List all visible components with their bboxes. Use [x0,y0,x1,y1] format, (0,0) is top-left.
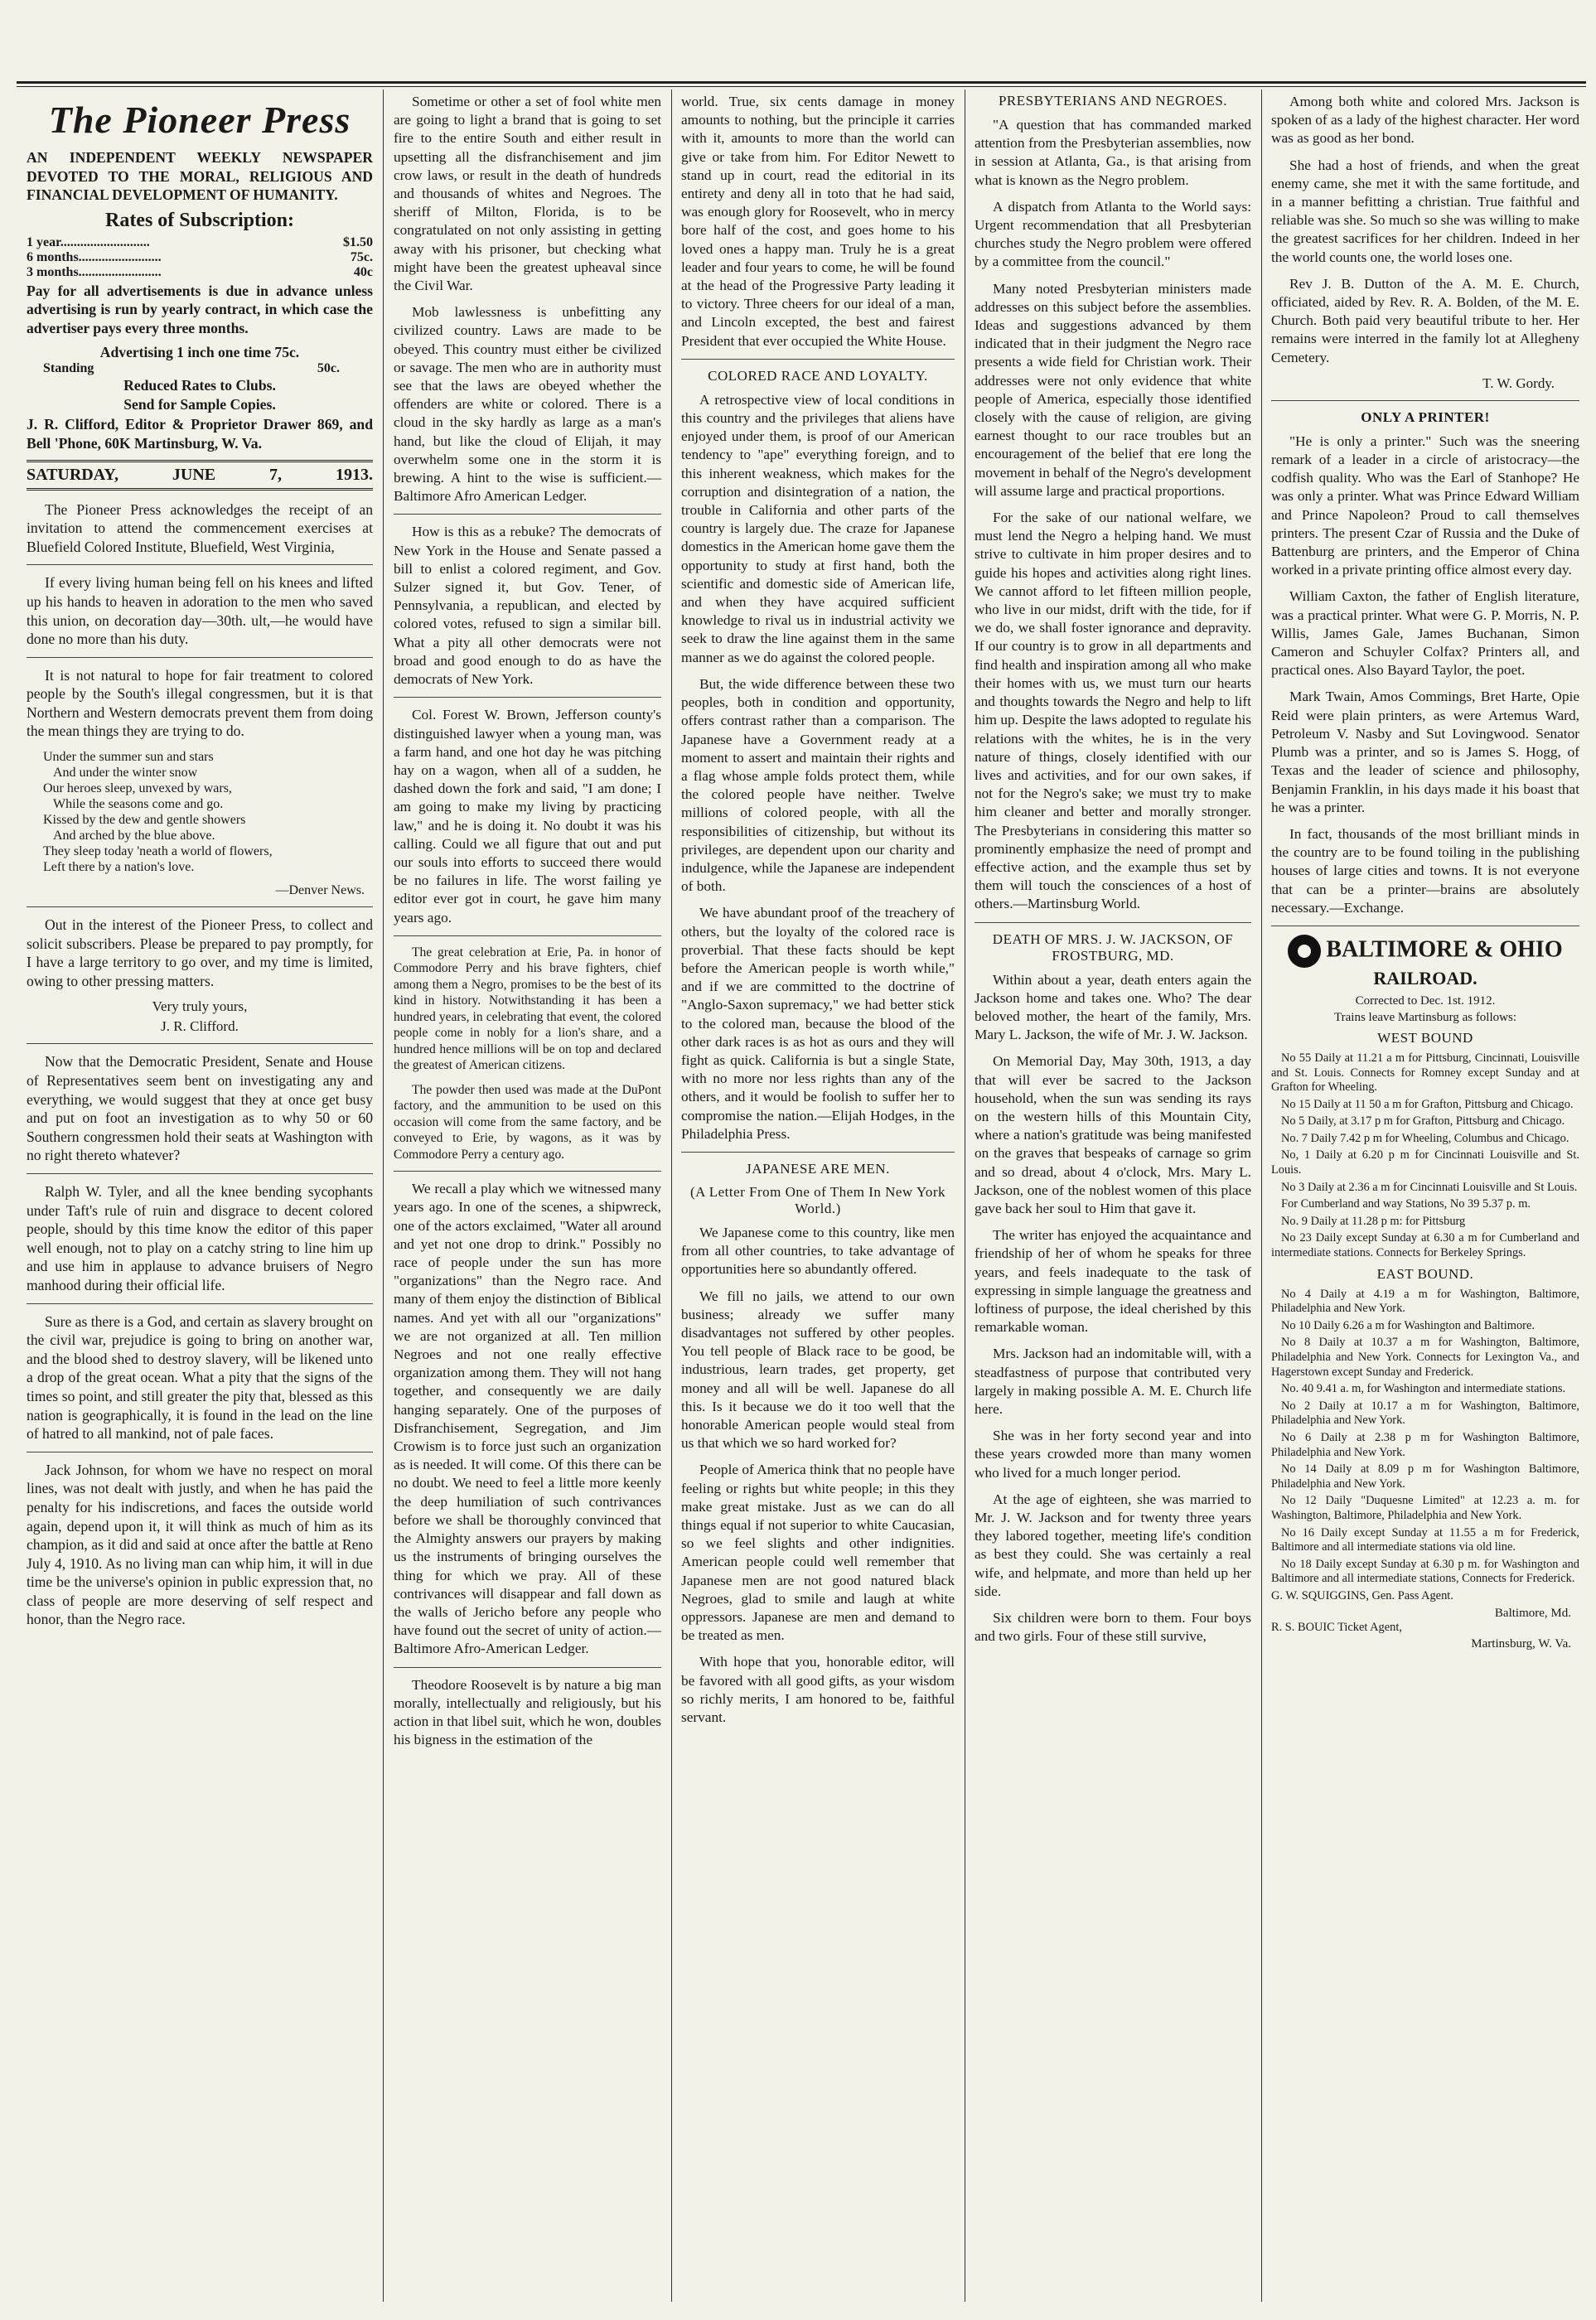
rate-row: 1 year........................... $1.50 [27,234,373,249]
schedule-intro: Trains leave Martinsburg as follows: [1334,1010,1516,1024]
article-paragraph: Mob lawlessness is unbefitting any civilized country. Laws are made to be obeyed. This country must either be civilized or savage. The men who are in authority must see that the laws are obeyed whether the offenders are white or colored. There is a cloud in the sky hardly as large as a man's hand, but like the cloud of Elijah, it may overwhelm some one in the storm it is brewing. A hint to the wise is sufficient.—Baltimore Afro American Ledger. [394,304,661,505]
train-entry: No 15 Daily at 11 50 a m for Grafton, Pittsburg and Chicago. [1281,1097,1574,1111]
train-entry: No 14 Daily at 8.09 p m for Washington Baltimore, Philadelphia and New York. [1271,1462,1579,1491]
article-paragraph: Col. Forest W. Brown, Jefferson county's distinguished lawyer when a young man, was a farm hand, and one hot day he was pitching hay on a wagon, when all of a sudden, he dashed down the fork and said, "I am done; I am going to make my living by practicing law," and he is doing it. No doubt it was his calling. Could we all figure that out and put our souls into efforts to succeed there would be no failures in life. The worst failing ye editor ever got in court, he gave him many years ago. [394,707,661,926]
article-paragraph: With hope that you, honorable editor, will be favored with all good gifts, as your wisdom so richly merits, I am honored to be, faithful servant. [681,1654,955,1726]
divider [27,1303,373,1304]
train-entry: No 23 Daily except Sunday at 6.30 a m for Cumberland and intermediate stations. Connects for Berkeley Springs. [1271,1231,1579,1260]
railroad-logo: BALTIMORE & OHIO [1271,935,1579,968]
poem: Under the summer sun and stars And under the winter snow Our heroes sleep, unvexed by wars, While the seasons come and go. Kissed by the dew and gentle showers And arched by the blue above. They sleep today 'neath a world of flowers, Left there by a nation's love. [43,750,273,875]
divider [394,1171,661,1172]
article-paragraph: Sometime or other a set of fool white men are going to light a brand that is going to set fire to the entire South and either result in upsetting all the disfranchisement and jim crow laws, or result in the death of hundreds and thousands of whites and Negroes. The sheriff of Milton, Florida, is to be congratulated on not only assisting in getting away with his prisoner, but checking what might have been the greatest upheaval since the Civil War. [394,94,661,294]
column-5 [1263,93,1588,2297]
rate-row: 6 months......................... 75c. [27,249,373,264]
divider [27,906,373,907]
train-entry: No. 9 Daily at 11.28 p m: for Pittsburg [1281,1214,1466,1228]
headline: ONLY A PRINTER! [1361,408,1490,425]
column-divider [671,89,672,2302]
subheadline: (A Letter From One of Them In New York World.) [689,1183,946,1216]
advertising-rate: Advertising 1 inch one time 75c. [99,343,300,360]
train-entry: No, 1 Daily at 6.20 p m for Cincinnati Louisville and St. Louis. [1271,1148,1579,1177]
article-paragraph: She was in her forty second year and into these years crowded more than many women who lived for a much longer period. [975,1428,1251,1481]
train-entry: No. 40 9.41 a. m, for Washington and intermediate stations. [1281,1382,1566,1396]
article-paragraph: The great celebration at Erie, Pa. in honor of Commodore Perry and his brave fighters, chief among them a Negro, promises to be the best of its kind in history. Notwithstanding it has been a hundred years, in celebrating that event, the colored people come in nobly for a lion's share, and a hundred hence millions will be on top and declared the greatest of American citizens. [394,945,661,1073]
headline: PRESBYTERIANS AND NEGROES. [998,93,1228,109]
article-paragraph: Among both white and colored Mrs. Jackson is spoken of as a lady of the highest character. Her word was as good as her bond. [1271,94,1579,147]
train-entry: No 3 Daily at 2.36 a m for Cincinnati Louisville and St Louis. [1281,1180,1578,1194]
masthead-subtitle: AN INDEPENDENT WEEKLY NEWSPAPER DEVOTED TO THE MORAL, RELIGIOUS AND FINANCIAL DEVELOPMENT OF HUMANITY. [27,149,373,204]
article-paragraph: Mrs. Jackson had an indomitable will, with a steadfastness of purpose that contributed very largely in making possible A. M. E. Church life here. [975,1346,1251,1417]
railroad-emblem-icon [1288,935,1321,968]
agent-name: G. W. SQUIGGINS, Gen. Pass Agent. [1271,1588,1453,1602]
column-2 [385,93,670,2297]
dateline: SATURDAY, JUNE 7, 1913. [27,460,373,491]
club-rates: Reduced Rates to Clubs. [123,377,276,394]
editor-info: J. R. Clifford, Editor & Proprietor Drawer 869, and Bell 'Phone, 60K Martinsburg, W. Va. [27,416,373,452]
divider [1271,400,1579,401]
sample-copies: Send for Sample Copies. [123,395,276,413]
article-paragraph: Sure as there is a God, and certain as slavery brought on the civil war, prejudice is going to bring on another war, and the blood shed to destroy slavery, will be likened unto a drop of the great ocean. What a pity that the signs of the times so point, and still greater the pity that, blessed as this nation is geographically, it is found in the lead on the line of hatred to all mankind, not of pale faces. [27,1312,373,1443]
article-paragraph: Rev J. B. Dutton of the A. M. E. Church, officiated, aided by Rev. R. A. Bolden, of the M. E. Church. Both paid very beautiful tribute to her. Her remains were interred in the family lot at Allegheny Cemetery. [1271,275,1579,365]
train-entry: No 55 Daily at 11.21 a m for Pittsburg, Cincinnati, Louisville and St. Louis. Connects for Romney except Sunday and at Grafton for Wheeling. [1271,1051,1579,1095]
divider [394,697,661,698]
standing-rate: Standing 50c. [43,361,340,376]
column-3 [673,93,963,2297]
article-paragraph: A retrospective view of local conditions in this country and the privileges that aliens have enjoyed under them, is proof of our American tendency to "ape" everything foreign, and to this inherent weakness, which makes for the corruption and disintegration of a nation, the trouble in California and other parts of the country is largely due. The craze for Japanese domestics in the American home gave them the opportunity to study at first hand, both the scientific and domestic side of American life, and when they have acquired sufficient knowledge to rival us in industrial activity we seek to draw the line against them in the same manner as we do against the colored people. [681,391,955,665]
article-paragraph: On Memorial Day, May 30th, 1913, a day that will ever be sacred to the Jackson household, when the sun was sending its rays on the western hills of this Mountain City, where a nation's gratitude was being manifested on the graves that bespeaks of carnage so grim and so dread, about 4 o'clock, Mrs. Mary L. Jackson, one of the noblest women of this place gave back her soul to Him that gave it. [975,1053,1251,1216]
train-entry: No 5 Daily, at 3.17 p m for Grafton, Pittsburg and Chicago. [1281,1114,1565,1129]
article-paragraph: Within about a year, death enters again the Jackson home and takes one. Who? The dear beloved mother, the heart of the family, Mrs. Mary L. Jackson, the wife of Mr. J. W. Jackson. [975,971,1251,1043]
article-paragraph: A dispatch from Atlanta to the World says: Urgent recommendation that all Presbyterian churches study the Negro problem were offered by a committee from the council." [975,198,1251,270]
agent-name: R. S. BOUIC Ticket Agent, [1271,1620,1402,1634]
article-paragraph: Out in the interest of the Pioneer Press, to collect and solicit subscribers. Please be prepared to pay promptly, for I have a large territory to go over, and my time is limited, owing to other pressing matters. [27,916,373,989]
article-paragraph: At the age of eighteen, she was married to Mr. J. W. Jackson and for twenty three years they labored together, meeting life's condition as best they could. She was certainly a real wife, and helpmate, and more than held up her side. [975,1491,1251,1599]
train-entry: No 18 Daily except Sunday at 6.30 p m. for Washington and Baltimore and all intermediate stations, Connects for Frederick. [1271,1557,1579,1586]
article-paragraph: How is this as a rebuke? The democrats of New York in the House and Senate passed a bill to enlist a colored regiment, and Gov. Sulzer signed it, but Gov. Tener, of Pennsylvania, a republican, and elected by colored votes, refused to sign a similar bill. What a pity all other democrats were not broad and good enough to do as have the democrats of New York. [394,524,661,688]
train-entry: No 8 Daily at 10.37 a m for Washington, Baltimore, Philadelphia and New York. Connects for Lexington Va., and Hagerstown except Sunday and Frederick. [1271,1336,1579,1379]
column-4 [966,93,1260,2297]
column-divider [1261,89,1262,2302]
divider [394,1667,661,1668]
rate-row: 3 months......................... 40c [27,264,373,279]
article-paragraph: We recall a play which we witnessed many years ago. In one of the scenes, a shipwreck, one of the actors exclaimed, "Water all around and yet not one drop to drink." Possibly no race of people under the sun has more "organizations" than the Negro race. And many of them enjoy the distinction of Biblical names. And yet with all our "organizations" we are not organized at all. Ten million Negroes and not one really effective organization among them. They will not hang together, and consequently we are daily hanging separately. One of the purposes of Disfranchisement, Segregation, and Jim Crowism is to force just such an organization as is needed. It will come. Of this there can be no doubt. We need to feel a little more keenly the deep humiliation of such contrivances before we shall be thoroughly convinced that the Almighty answers our prayers by making us the instruments of bringing ourselves the thing for which we pray. All of these contrivances will disappear and fall down as the walls of Jericho before any people who have found out the secret of unity of action.—Baltimore Afro-American Ledger. [394,1181,661,1657]
divider [975,922,1251,923]
divider [27,564,373,565]
train-entry: No 6 Daily at 2.38 p m for Washington Baltimore, Philadelphia and New York. [1271,1430,1579,1459]
article-paragraph: world. True, six cents damage in money amounts to nothing, but the principle it carries with it, amounts to more than the world can give or take from him. For Editor Newett to stand up in court, read the editorial in its entirety and deny all in toto that he had said, was enough glory for Roosevelt, who in mercy bore half of the cost, and goes home to his loved ones a happy man. Truly he is a great leader and four years to come, he will be found at the head of the Progressive Party leading it to victory. Three cheers for our ideal of a man, and Lincoln excepted, the best and fairest President that ever occupied the White House. [681,94,955,349]
article-paragraph: Mark Twain, Amos Commings, Bret Harte, Opie Reid were plain printers, as were Artemus Ward, Petroleum V. Nasby and Sut Lovingwood. Senator Plumb was a printer, and so is James S. Hogg, of Texas and the leader of science and philosophy, Benjamin Franklin, in his days made it his boast that he was a printer. [1271,689,1579,815]
article-paragraph: William Caxton, the father of English literature, was a practical printer. What were G. P. Morris, N. P. Willis, James Gale, James Buchanan, Simon Cameron and Schuyler Colfax? Printers all, and practical ones. Also Bayard Taylor, the poet. [1271,588,1579,679]
train-entry: For Cumberland and way Stations, No 39 5.37 p. m. [1281,1197,1531,1211]
signature: T. W. Gordy. [1482,375,1555,391]
closing: Very truly yours, [152,998,248,1015]
signature: J. R. Clifford. [161,1018,239,1035]
divider [681,1152,955,1153]
article-paragraph: "He is only a printer." Such was the sneering remark of a leader in a circle of aristocracy—the codfish quality. Who was the Earl of Stanhope? He was only a printer. What was Prince Edward William and Prince Napoleon? Proud to call themselves printers. The present Czar of Russia and the Duke of Battenburg are printers, and the Emperor of China worked in a private printing office almost every day. [1271,433,1579,578]
article-paragraph: Jack Johnson, for whom we have no respect on moral lines, was not dealt with justly, and when he has paid the penalty for his indiscretions, and faces the outside world again, depend upon it, it will think as much of him as its champion, as it did and said at once after the battle at Reno July 4, 1910. As no living man can whip him, it will in due time be the universe's opinion in public expression that, no class of people are more deserving of self respect and honor, than the Negro race. [27,1461,373,1628]
divider [394,514,661,515]
article-paragraph: The writer has enjoyed the acquaintance and friendship of her of whom he speaks for three years, and feels inadequate to the task of expressing in simple language the greatness and loftiness of purpose, the ideal cherished by this remarkable woman. [975,1227,1251,1336]
divider [681,359,955,360]
divider [27,657,373,658]
article-paragraph: We have abundant proof of the treachery of others, but the loyalty of the colored race is proverbial. That these facts should be kept before the American people is worth while," and if we are committed to the doctrine of "Anglo-Saxon supremacy," we had better stick to the colored man, because the blood of the other dark races is as hot as ours and they will fight as quick. California is but a single State, with no more nor less rights than any of the others, and it would be foolish to suffer her to compromise the nation.—Elijah Hodges, in the Philadelphia Press. [681,905,955,1142]
agent-city: Martinsburg, W. Va. [1471,1637,1571,1651]
divider [394,935,661,936]
agent-city: Baltimore, Md. [1494,1606,1571,1620]
article-paragraph: The Pioneer Press acknowledges the receipt of an invitation to attend the commencement exercises at Bluefield Colored Institute, Bluefield, West Virginia, [27,500,373,555]
train-entry: No 12 Daily "Duquesne Limited" at 12.23 a. m. for Washington, Baltimore, Philadelphia and New York. [1271,1494,1579,1522]
divider [27,1043,373,1044]
headline: DEATH OF MRS. J. W. JACKSON, OF FROSTBURG, MD. [992,930,1234,964]
train-entry: No 2 Daily at 10.17 a m for Washington, Baltimore, Philadelphia and New York. [1271,1399,1579,1428]
rates-title: Rates of Subscription: [104,209,294,231]
article-paragraph: The powder then used was made at the DuPont factory, and the ammunition to be used on this occasion will come from the same factory, and be conveyed to Erie, by wagons, as it was by Commodore Perry a century ago. [394,1082,661,1162]
top-rule [17,81,1586,84]
eastbound-heading: EAST BOUND. [1376,1265,1474,1282]
article-paragraph: Six children were born to them. Four boys and two girls. Four of these still survive, [975,1610,1251,1645]
schedule-date: Corrected to Dec. 1st. 1912. [1355,993,1496,1008]
poem-credit: —Denver News. [275,883,365,898]
article-paragraph: It is not natural to hope for fair treatment to colored people by the South's illegal congressmen, but it is that Northern and Western democrats prevent them from doing the mean things they are trying to do. [27,666,373,740]
column-1 [18,93,381,2297]
article-paragraph: Theodore Roosevelt is by nature a big man morally, intellectually and religiously, but his action in that libel suit, which he won, doubles his bigness in the estimation of the [394,1676,661,1748]
article-paragraph: If every living human being fell on his knees and lifted up his hands to heaven in adoration to the men who saved this union, on decoration day—30th. ult,—he would have done no more than his duty. [27,574,373,648]
article-paragraph: We fill no jails, we attend to our own business; already we suffer many disadvantages not suffered by other peoples. You tell people of Black race to be good, be industrious, learn trades, get property, get money and all will be well. Japanese do all this. Is it because we do it too well that the honorable American people would steal from us that which we so hard worked for? [681,1288,955,1452]
article-paragraph: Many noted Presbyterian ministers made addresses on this subject before the assemblies. Ideas and suggestions advanced by them indicated that in their judgment the Negro race presents a wide field for Christian work. Their addresses were not only evidence that white people of America, especially those identified closely with the cause of religion, are giving earnest thought to our race troubles but an encouragement of the belief that ere long the movement in behalf of the Negro's development will assume large and practical proportions. [975,280,1251,499]
train-entry: No 4 Daily at 4.19 a m for Washington, Baltimore, Philadelphia and New York. [1271,1287,1579,1316]
article-paragraph: For the sake of our national welfare, we must lend the Negro a helping hand. We must strive to cultivate in him proper desires and to guide his hopes and activities along right lines. We cannot afford to let fifteen million people, who live in our midst, drift with the tide, for if we do, we shall foster ignorance and depravity. If our country is to grow in all departments and find health and inspiration among all who make their homes with us, we must turn our hearts and thoughts towards the Negro and help to lift him up. Despite the laws adopted to regulate his relations with the whites, he is in the very nature of things, closely identified with our lives and activities, and for our own sakes, if not for the Negro's sake; we must try to make him cleaner and better and morally stronger. The Presbyterians in considering this matter so prominently emphasize the need of prompt and effective action, and the example thus set by them will touch the consciences of a host of others.—Martinsburg World. [975,510,1251,912]
top-rule-thin [17,86,1586,87]
headline: JAPANESE ARE MEN. [746,1160,890,1177]
advertising-terms: Pay for all advertisements is due in advance unless advertising is run by yearly contract, in which case the advertiser pays every three months. [27,282,373,336]
railroad-subtitle: RAILROAD. [1373,967,1478,988]
article-paragraph: Ralph W. Tyler, and all the knee bending sycophants under Taft's rule of ruin and disgrace to decent colored people, should by this time know the editor of this paper well enough, not to play on a catchy string to line him up and use him in applause to advance bruisers of Negro manhood during their official life. [27,1183,373,1293]
headline: COLORED RACE AND LOYALTY. [708,367,928,384]
masthead-title: The Pioneer Press [48,99,351,141]
westbound-heading: WEST BOUND [1377,1029,1473,1046]
article-paragraph: In fact, thousands of the most brilliant minds in the country are to be found toiling in the publishing houses of large cities and towns. It is not everyone that can be a printer—brains are absolutely necessary.—Exchange. [1271,825,1579,916]
article-paragraph: But, the wide difference between these two peoples, both in condition and opportunity, offers contrast rather than a comparison. The Japanese have a Government ready at a moment to assert and maintain their rights and a flag whose ample folds protect them, while the colored people have neither. Twelve millions of colored people, with all the responsibilities of citizenship, but without its privileges, are dependent upon our charity and indulgence, while the Japanese are independent of both. [681,675,955,895]
column-divider [383,89,384,2302]
article-paragraph: She had a host of friends, and when the great enemy came, she met it with the same fortitude, and in a manner befitting a christian. True faithful and reliable was she. So much so she was willing to make the greatest sacrifices for her children. Indeed in her the world counts one, the world loses one. [1271,157,1579,265]
divider [27,1173,373,1174]
article-paragraph: We Japanese come to this country, like men from all other countries, to take advantage of opportunities here so abundantly offered. [681,1224,955,1278]
train-entry: No 10 Daily 6.26 a m for Washington and Baltimore. [1281,1318,1535,1332]
train-entry: No 16 Daily except Sunday at 11.55 a m for Frederick, Baltimore and all intermediate stations via old line. [1271,1525,1579,1554]
article-paragraph: "A question that has commanded marked attention from the Presbyterian assemblies, now in session at Atlanta, Ga., is that arising from what is known as the Negro problem. [975,117,1251,188]
train-entry: No. 7 Daily 7.42 p m for Wheeling, Columbus and Chicago. [1281,1131,1569,1145]
article-paragraph: People of America think that no people have feeling or rights but white people; in this they make great mistake. Just as we can do all things equal if not superior to white Caucasian, so we feel slights and other indignities. American people could well remember that Japanese men are not good natured black Negroes, glad to smile and laugh at white oppressors. Japanese are men and demand to be treated as men. [681,1462,955,1644]
article-paragraph: Now that the Democratic President, Senate and House of Representatives seem bent on investigating any and everything, we would suggest that they at once get busy and put on foot an investigation as to why 50 or 60 Southern congressmen hold their seats at Washington with no right thereto whatever? [27,1053,373,1164]
